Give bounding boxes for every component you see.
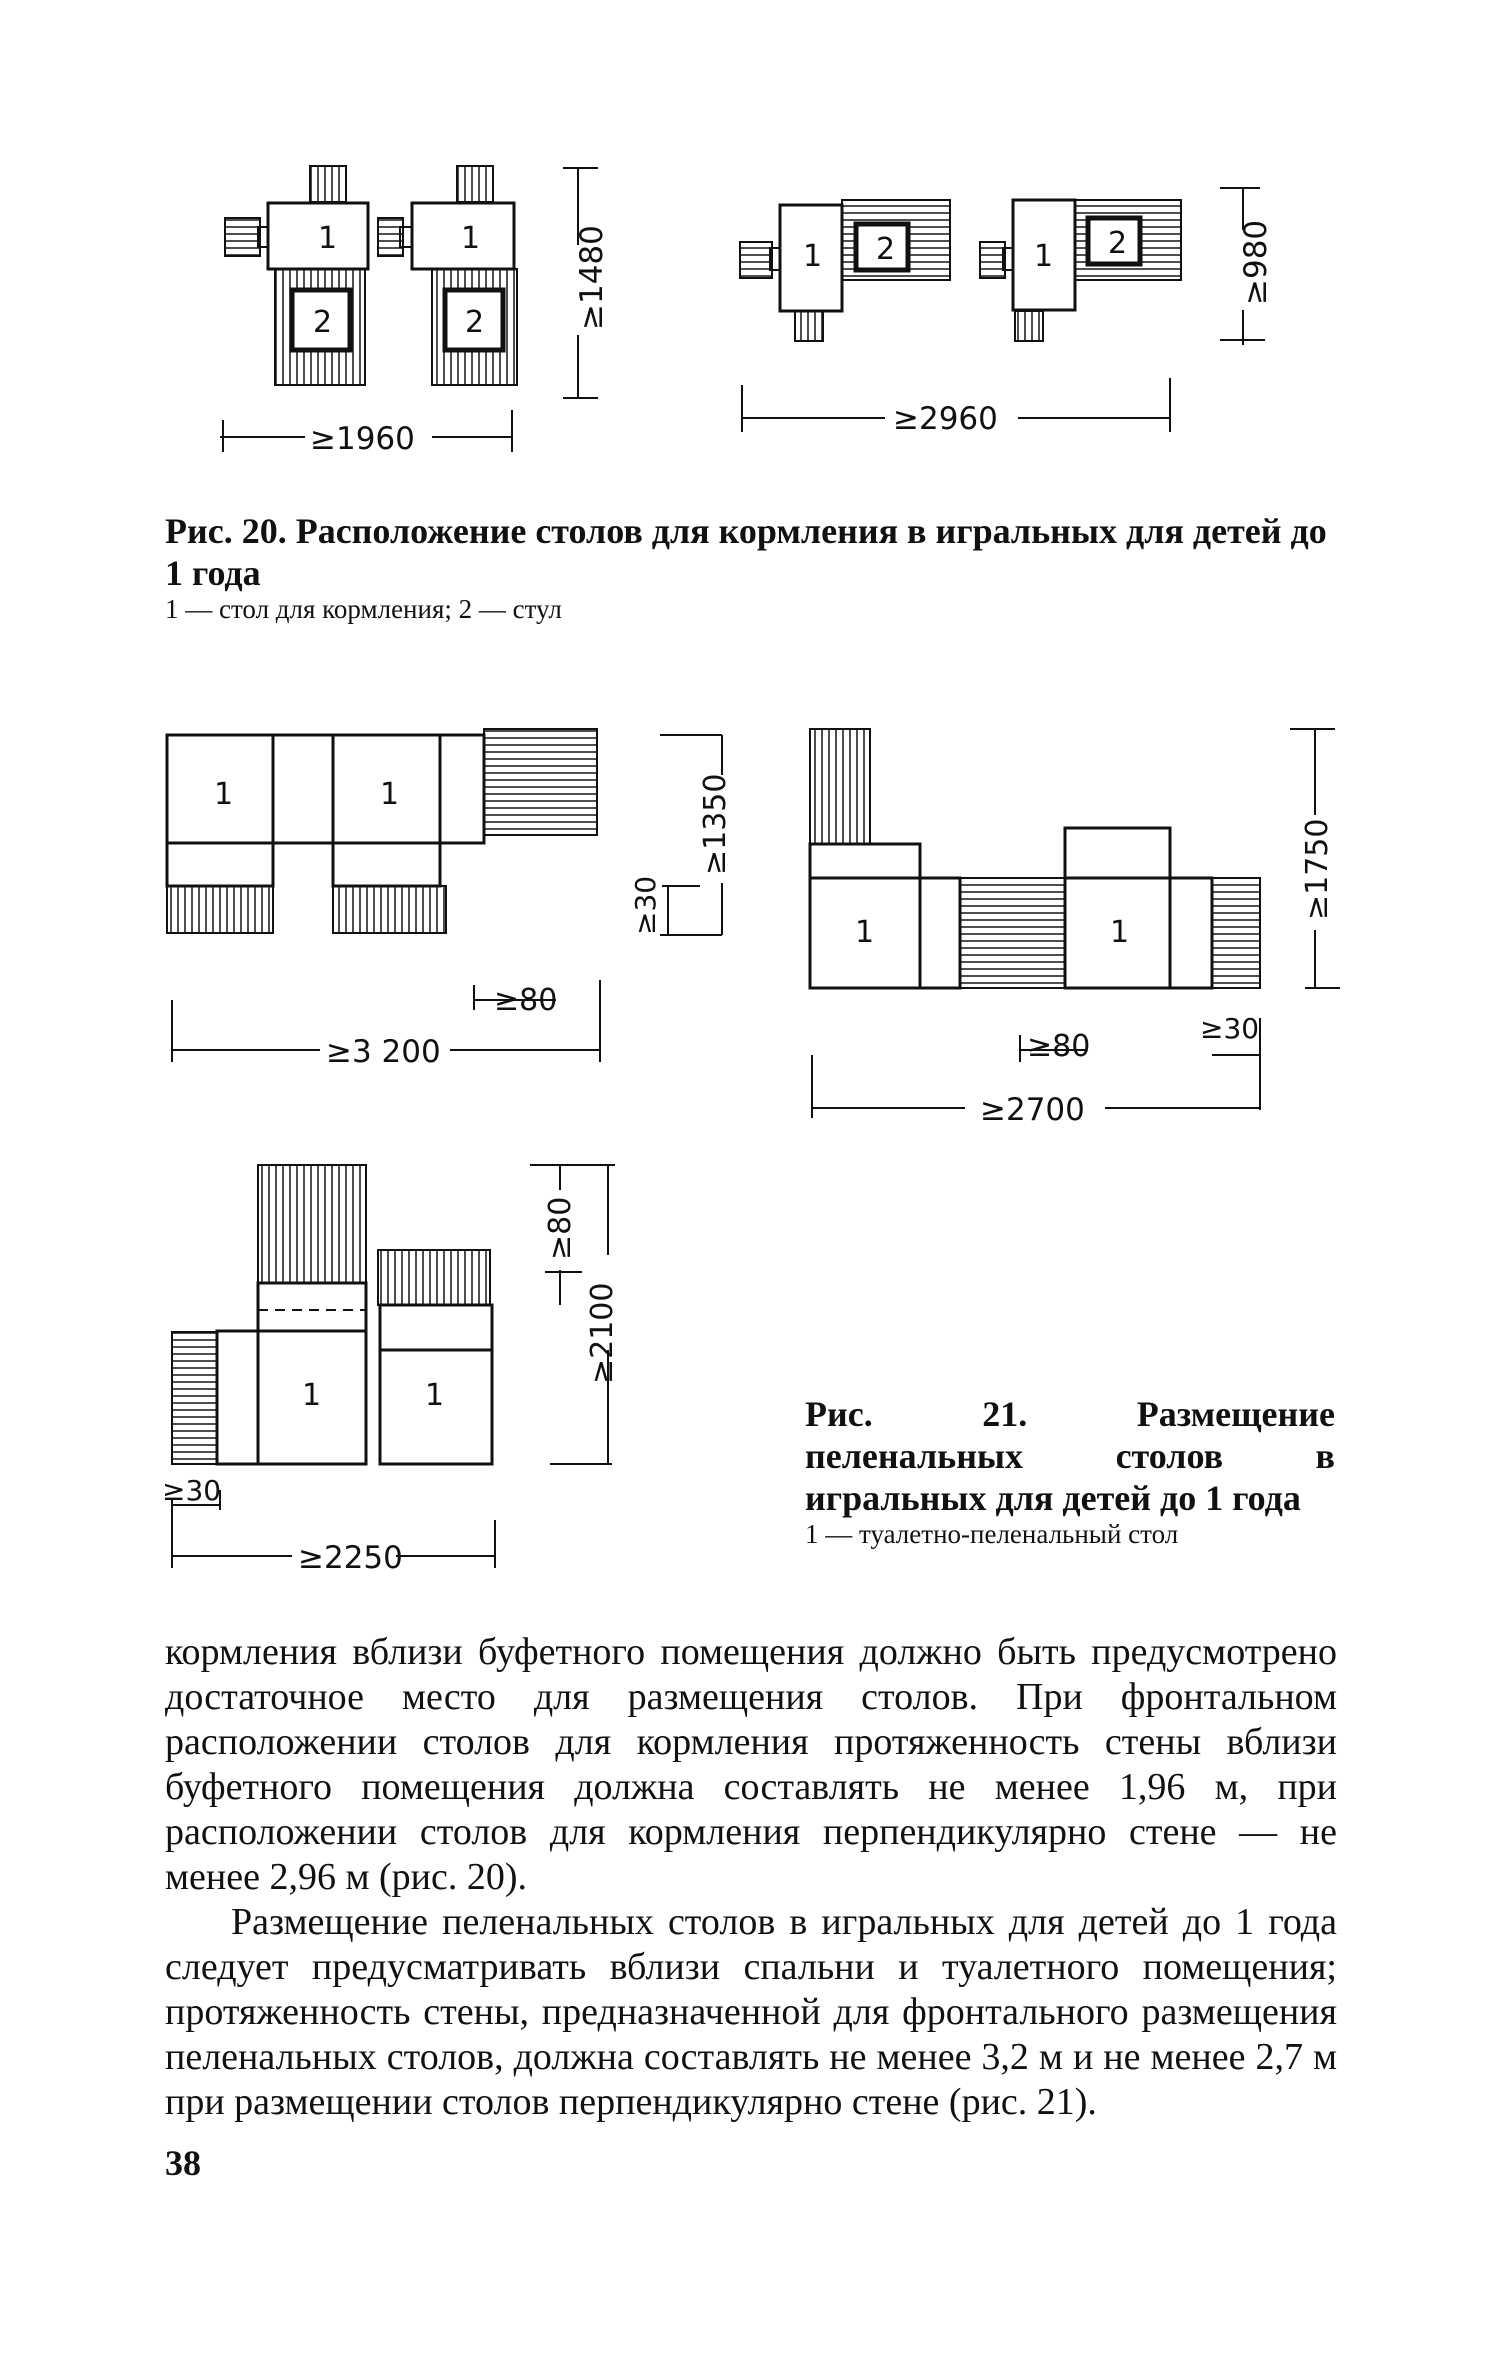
fig21-c-gap-label: ≥80: [543, 1196, 578, 1260]
fig20-frontal-layout: [225, 166, 517, 385]
fig21-b-width-label: ≥2700: [980, 1092, 1085, 1128]
paragraph-2: Размещение пеленальных столов в игральных для детей до 1 года следует предусматривать вблизи спальни и туалетного помещения; протяженность стены, предназначенной для фронтального размещения пеленальных столов, должна составлять не менее 3,2 м и не менее 2,7 м при размещении столов перпендикулярно стене (рис. 21).: [165, 1901, 1337, 2123]
page-number: 38: [165, 2143, 201, 2183]
fig20-left-depth-label: ≥1480: [574, 225, 610, 330]
fig20-right-depth-label: ≥980: [1238, 219, 1274, 305]
fig20-right-chair1-label: 2: [876, 232, 896, 267]
fig21-perpendicular-layout: [810, 729, 1260, 988]
fig21-b-depth-label: ≥1750: [1300, 818, 1335, 920]
fig20-right-width-label: ≥2960: [893, 401, 998, 437]
fig21-c-table2-label: 1: [425, 1378, 445, 1413]
fig21-b-table1-label: 1: [855, 915, 875, 950]
fig21-corner-layout: [172, 1165, 492, 1464]
fig21-a-gap-label: ≥80: [494, 983, 558, 1018]
fig21-caption-legend: 1 — туалетно-пеленальный стол: [805, 1519, 1179, 1549]
fig21-c-width-label: ≥2250: [298, 1540, 403, 1576]
fig20-caption: [165, 510, 1335, 625]
fig20-right-chair2-label: 2: [1108, 226, 1128, 261]
fig20-caption-title: Рис. 20. Расположение столов для кормления в игральных для детей до 1 года: [165, 511, 1327, 593]
fig20-left-width-label: ≥1960: [310, 421, 415, 457]
fig21-a-depth-label: ≥1350: [698, 773, 733, 875]
fig21-c-offset-label: ≥30: [162, 1474, 222, 1507]
fig21-c-table1-label: 1: [302, 1378, 322, 1413]
fig21-c-depth-label: ≥2100: [585, 1282, 620, 1384]
fig21-frontal-layout: [167, 729, 597, 933]
fig20-left-chair2-label: 2: [465, 305, 485, 340]
paragraph-1: кормления вблизи буфетного помещения должно быть предусмотрено достаточное место для размещения столов. При фронтальном расположении столов для кормления протяженность стены вблизи буфетного помещения должна составлять не менее 1,96 м, при расположении столов для кормления перпендикулярно стене — не менее 2,96 м (рис. 20).: [165, 1631, 1337, 1898]
fig21-a-table2-label: 1: [380, 777, 400, 812]
fig21-a-table1-label: 1: [214, 777, 234, 812]
fig21-caption: [805, 1393, 1335, 1550]
fig21-a-offset-label: ≥30: [629, 875, 662, 935]
fig20-left-table2-label: 1: [461, 221, 481, 256]
fig21-a-width-label: ≥3 200: [326, 1034, 441, 1070]
fig20-right-table2-label: 1: [1034, 239, 1054, 274]
fig21-b-gap-label: ≥80: [1027, 1029, 1091, 1064]
fig21-b-offset-label: ≥30: [1200, 1012, 1260, 1045]
fig21-caption-title: Рис. 21. Размещение пеленальных столов в игральных для детей до 1 года: [805, 1394, 1335, 1518]
fig20-right-table1-label: 1: [803, 239, 823, 274]
fig20-left-table1-label: 1: [318, 221, 338, 256]
fig20-left-chair1-label: 2: [313, 305, 333, 340]
fig21-b-table2-label: 1: [1110, 915, 1130, 950]
fig20-caption-legend: 1 — стол для кормления; 2 — стул: [165, 594, 562, 624]
body-text: [165, 1630, 1337, 2125]
